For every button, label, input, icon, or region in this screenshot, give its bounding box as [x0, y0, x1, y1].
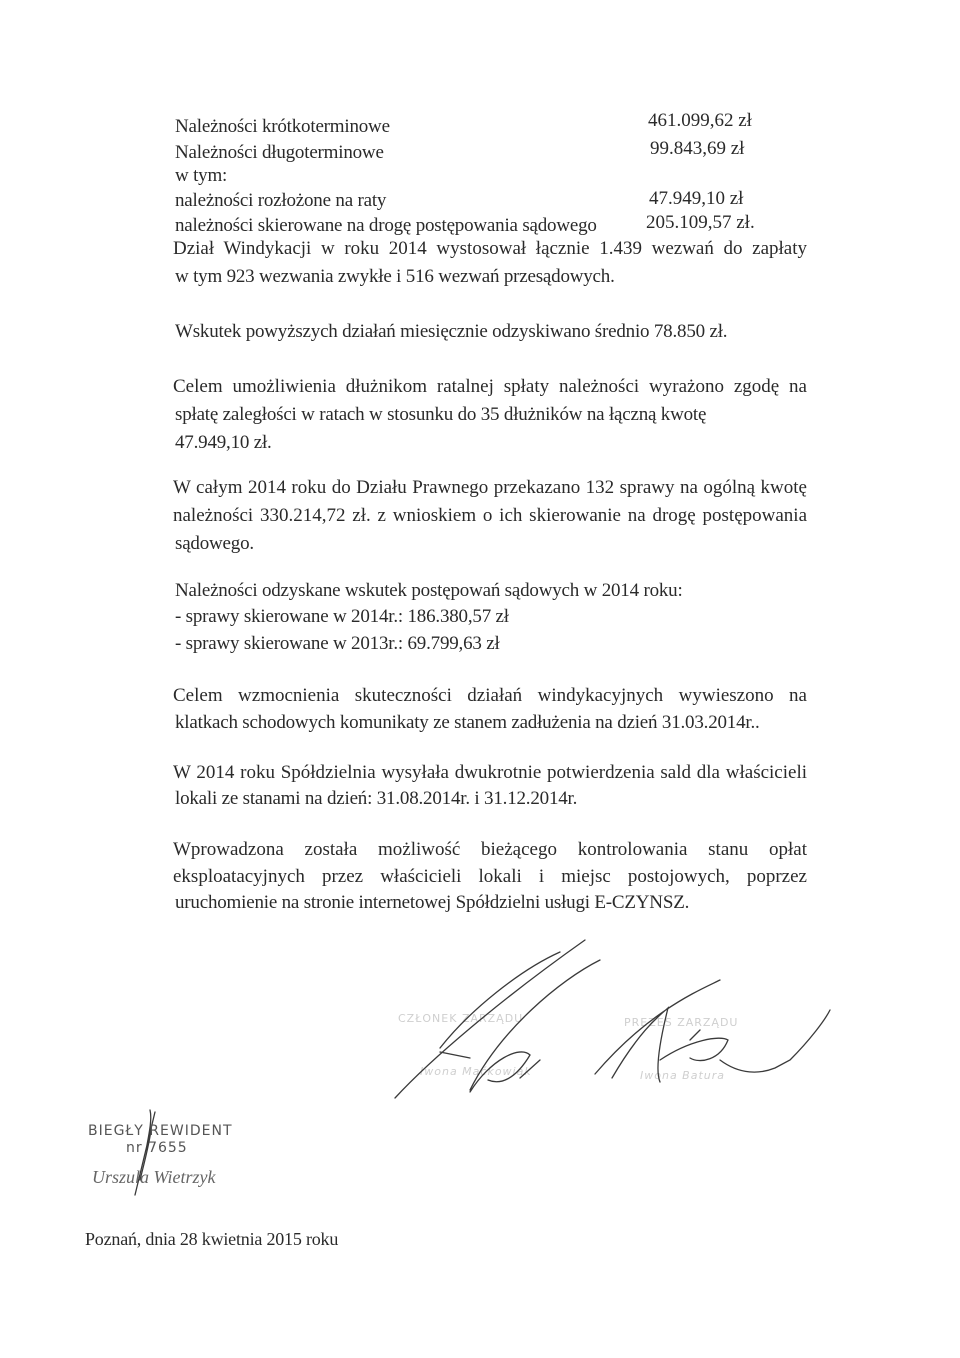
paragraph-court-recovered: Należności odzyskane wskutek postępowań sądowych w 2014 roku: [175, 580, 683, 601]
auditor-number: nr 7655 [126, 1140, 188, 1156]
paragraph-line: Dział Windykacji w roku 2014 wystosował łącznie 1.439 wezwań do zapłaty [173, 238, 807, 259]
signature-president [595, 980, 830, 1082]
including-label: w tym: [175, 165, 228, 186]
paragraph-line: Celem umożliwienia dłużnikom ratalnej spłaty należności wyrażono zgodę na [173, 376, 807, 397]
paragraph-line: W całym 2014 roku do Działu Prawnego przekazano 132 sprawy na ogólną kwotę [173, 477, 807, 498]
paragraph-balance-confirmations [173, 763, 807, 782]
paragraph-line: lokali ze stanami na dzień: 31.08.2014r. i 31.12.2014r. [175, 788, 578, 809]
paragraph-legal-dept [173, 478, 807, 497]
paragraph-line: należności 330.214,72 zł. z wnioskiem o ich skierowanie na drogę postępowania [173, 505, 807, 526]
paragraph-line: uruchomienie na stronie internetowej Spółdzielni usługi E-CZYNSZ. [175, 892, 690, 913]
court-receivables-value: 205.109,57 zł. [646, 212, 755, 233]
paragraph-e-czynsz [173, 840, 807, 859]
paragraph-line: klatkach schodowych komunikaty ze stanem zadłużenia na dzień 31.03.2014r.. [175, 712, 760, 733]
paragraph-line: sądowego. [175, 533, 254, 554]
paragraph-line: spłatę zaległości w ratach w stosunku do 35 dłużników na łączną kwotę [175, 404, 707, 425]
stamp-president-title: PREZES ZARZĄDU [624, 1016, 739, 1029]
paragraph-staircase-notices [173, 686, 807, 705]
paragraph-recovered-monthly: Wskutek powyższych działań miesięcznie odzyskiwano średnio 78.850 zł. [175, 321, 728, 342]
paragraph-line: Wprowadzona została możliwość bieżącego kontrolowania stanu opłat [173, 839, 807, 860]
stamp-president-name: Iwona Batura [640, 1069, 726, 1082]
paragraph-summons [173, 239, 807, 258]
court-receivables-label: należności skierowane na drogę postępowania sądowego [175, 215, 597, 236]
paragraph-line: eksploatacyjnych przez właścicieli lokali i miejsc postojowych, poprzez [173, 866, 807, 887]
paragraph-legal-dept-line2 [173, 506, 807, 525]
paragraph-line: w tym 923 wezwania zwykłe i 516 wezwań przesądowych. [175, 266, 615, 287]
paragraph-line: Celem wzmocnienia skuteczności działań windykacyjnych wywieszono na [173, 685, 807, 706]
paragraph-line: - sprawy skierowane w 2013r.: 69.799,63 zł [175, 633, 500, 654]
auditor-name: Urszula Wietrzyk [92, 1167, 216, 1187]
paragraph-e-czynsz-line2 [173, 867, 807, 886]
installment-receivables-label: należności rozłożone na raty [175, 190, 387, 211]
long-term-receivables-value: 99.843,69 zł [650, 138, 745, 159]
paragraph-line: W 2014 roku Spółdzielnia wysyłała dwukrotnie potwierdzenia sald dla właścicieli [173, 762, 807, 783]
short-term-receivables-label: Należności krótkoterminowe [175, 116, 390, 137]
place-and-date: Poznań, dnia 28 kwietnia 2015 roku [85, 1229, 339, 1249]
short-term-receivables-value: 461.099,62 zł [648, 110, 752, 131]
paragraph-installments [173, 377, 807, 396]
auditor-title: BIEGŁY REWIDENT [88, 1123, 233, 1139]
stamp-board-member-title: CZŁONEK ZARZĄDU [398, 1012, 524, 1025]
stamp-board-member-name: Iwona Maćkowiak [420, 1065, 532, 1078]
long-term-receivables-label: Należności długoterminowe [175, 142, 384, 163]
paragraph-line: - sprawy skierowane w 2014r.: 186.380,57 zł [175, 606, 509, 627]
installment-receivables-value: 47.949,10 zł [649, 188, 744, 209]
paragraph-line: 47.949,10 zł. [175, 432, 272, 453]
